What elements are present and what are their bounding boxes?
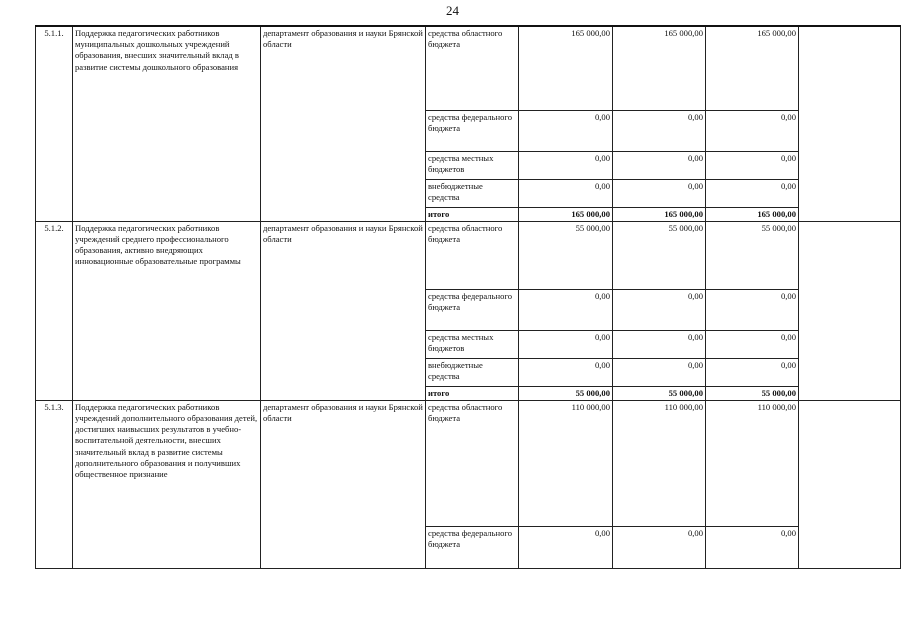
funding-source-total: итого [426, 386, 519, 400]
item-number: 5.1.1. [36, 26, 73, 221]
total-value: 165 000,00 [706, 207, 799, 221]
value-cell: 0,00 [519, 110, 613, 151]
funding-source: средства областного бюджета [426, 26, 519, 110]
table-row [36, 221, 901, 289]
table-row [36, 400, 901, 526]
page-number: 24 [446, 3, 459, 18]
value-cell: 0,00 [613, 330, 706, 358]
funding-source: средства областного бюджета [426, 221, 519, 289]
funding-source: внебюджетные средства [426, 179, 519, 207]
empty-cell [799, 400, 901, 568]
item-executor: департамент образования и науки Брянской области [261, 221, 426, 400]
table-row [36, 26, 901, 110]
value-cell: 0,00 [613, 151, 706, 179]
value-cell: 55 000,00 [613, 221, 706, 289]
value-cell: 0,00 [613, 179, 706, 207]
funding-source: средства областного бюджета [426, 400, 519, 526]
total-value: 55 000,00 [519, 386, 613, 400]
total-value: 165 000,00 [613, 207, 706, 221]
value-cell: 110 000,00 [706, 400, 799, 526]
item-description: Поддержка педагогических работников учреждений среднего профессионального образования, активно внедряющих инновационные образовательные программы [73, 221, 261, 400]
value-cell: 0,00 [519, 526, 613, 568]
value-cell: 0,00 [613, 526, 706, 568]
value-cell: 165 000,00 [706, 26, 799, 110]
value-cell: 0,00 [706, 289, 799, 330]
funding-source: средства федерального бюджета [426, 289, 519, 330]
value-cell: 0,00 [706, 330, 799, 358]
budget-table [35, 25, 901, 569]
funding-source: внебюджетные средства [426, 358, 519, 386]
empty-cell [799, 221, 901, 400]
funding-source: средства федерального бюджета [426, 110, 519, 151]
item-number: 5.1.3. [36, 400, 73, 568]
value-cell: 0,00 [519, 330, 613, 358]
funding-source: средства местных бюджетов [426, 151, 519, 179]
funding-source: средства местных бюджетов [426, 330, 519, 358]
item-executor: департамент образования и науки Брянской области [261, 400, 426, 568]
total-value: 165 000,00 [519, 207, 613, 221]
total-value: 55 000,00 [706, 386, 799, 400]
value-cell: 0,00 [706, 526, 799, 568]
total-value: 55 000,00 [613, 386, 706, 400]
value-cell: 0,00 [519, 151, 613, 179]
value-cell: 0,00 [613, 358, 706, 386]
empty-cell [799, 26, 901, 221]
value-cell: 0,00 [706, 110, 799, 151]
value-cell: 0,00 [706, 358, 799, 386]
value-cell: 0,00 [706, 179, 799, 207]
value-cell: 0,00 [519, 289, 613, 330]
value-cell: 110 000,00 [613, 400, 706, 526]
funding-source: средства федерального бюджета [426, 526, 519, 568]
item-number: 5.1.2. [36, 221, 73, 400]
item-description: Поддержка педагогических работников учреждений дополнительного образования детей, достигших наивысших результатов в учебно-воспитательной деятельности, внесших значительный вклад в развитие системы дополнительного образования и получивших общественное признание [73, 400, 261, 568]
value-cell: 0,00 [613, 110, 706, 151]
item-executor: департамент образования и науки Брянской области [261, 26, 426, 221]
value-cell: 55 000,00 [519, 221, 613, 289]
funding-source-total: итого [426, 207, 519, 221]
value-cell: 0,00 [613, 289, 706, 330]
value-cell: 0,00 [519, 179, 613, 207]
value-cell: 110 000,00 [519, 400, 613, 526]
value-cell: 0,00 [706, 151, 799, 179]
item-description: Поддержка педагогических работников муниципальных дошкольных учреждений образования, внесших значительный вклад в развитие системы дошкольного образования [73, 26, 261, 221]
value-cell: 55 000,00 [706, 221, 799, 289]
value-cell: 165 000,00 [519, 26, 613, 110]
value-cell: 0,00 [519, 358, 613, 386]
value-cell: 165 000,00 [613, 26, 706, 110]
